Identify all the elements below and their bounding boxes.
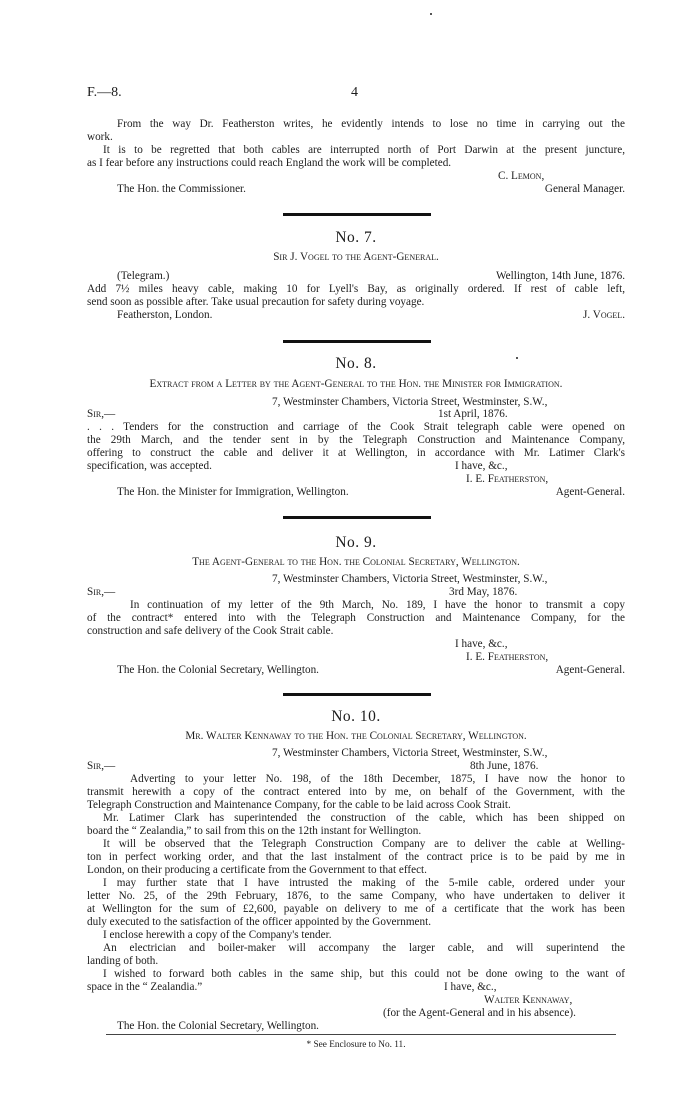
intro-para2-line1: It is to be regretted that both cables are interrupted north of Port Darwin at the present juncture, — [103, 144, 625, 156]
no7-telegram-label: (Telegram.) — [117, 270, 170, 282]
no10-salutation: Sir,— — [87, 760, 116, 772]
no7-heading: No. 7. — [335, 229, 377, 246]
no8-salutation: Sir,— — [87, 408, 116, 420]
no9-heading: No. 9. — [335, 534, 377, 551]
section-divider — [283, 213, 431, 216]
no10-body-line: space in the “ Zealandia.” — [87, 981, 203, 993]
no8-subheading: Extract from a Letter by the Agent-General to the Hon. the Minister for Immigration. — [149, 378, 563, 390]
no10-subheading: Mr. Walter Kennaway to the Hon. the Colonial Secretary, Wellington. — [185, 730, 527, 742]
no10-body-line: board the “ Zealandia,” to sail from this on the 12th instant for Wellington. — [87, 825, 422, 837]
no9-body-line3: construction and safe delivery of the Cook Strait cable. — [87, 625, 334, 637]
no10-body-line: landing of both. — [87, 955, 159, 967]
no9-recipient: The Hon. the Colonial Secretary, Wellington. — [117, 664, 319, 676]
intro-signer-name: C. Lemon, — [498, 170, 545, 182]
no10-recipient: The Hon. the Colonial Secretary, Wellington. — [117, 1020, 319, 1032]
series-code: F.—8. — [87, 85, 122, 100]
no9-signer-name: I. E. Featherston, — [466, 651, 549, 663]
no9-body-line2: of the contract* entered into with the Telegraph Construction and Maintenance Company, for the — [87, 612, 625, 624]
intro-recipient: The Hon. the Commissioner. — [117, 183, 246, 195]
no10-heading: No. 10. — [331, 708, 381, 725]
no7-place-date: Wellington, 14th June, 1876. — [496, 270, 625, 282]
no10-body-line: Adverting to your letter No. 198, of the 18th December, 1875, I have now the honor to — [130, 773, 625, 785]
no10-body-line: I may further state that I have intrusted the making of the 5-mile cable, ordered under your — [103, 877, 625, 889]
no8-recipient: The Hon. the Minister for Immigration, Wellington. — [117, 486, 349, 498]
no8-body-line2: the 29th March, and the tender sent in by the Telegraph Construction and Maintenance Company, — [87, 434, 625, 446]
no8-body-line4: specification, was accepted. — [87, 460, 212, 472]
no8-body-line1: . . . Tenders for the construction and carriage of the Cook Strait telegraph cable were opened on — [87, 421, 625, 433]
no8-signer-title: Agent-General. — [555, 486, 625, 498]
no8-body-line3: offering to construct the cable and deliver it at Wellington, in accordance with Mr. Latimer Clark's — [87, 447, 625, 459]
no9-body-line1: In continuation of my letter of the 9th March, No. 189, I have the honor to transmit a copy — [130, 599, 625, 611]
intro-para1-line1: From the way Dr. Featherston writes, he evidently intends to lose no time in carrying out the — [117, 118, 625, 130]
intro-para2-line2: as I fear before any instructions could reach England the work will be completed. — [87, 157, 452, 169]
no7-signer: J. Vogel. — [583, 309, 625, 321]
no7-body-line2: send soon as possible after. Take usual precaution for safety during voyage. — [87, 296, 425, 308]
no10-date: 8th June, 1876. — [470, 760, 539, 772]
no8-closing: I have, &c., — [455, 460, 508, 472]
no10-body-line: It will be observed that the Telegraph Construction Company are to deliver the cable at Welling- — [103, 838, 625, 850]
no10-body-line: duly executed to the satisfaction of the officer appointed by the Government. — [87, 916, 432, 928]
footnote-rule — [106, 1034, 616, 1035]
no7-subheading: Sir J. Vogel to the Agent-General. — [273, 251, 439, 263]
speck-mark — [430, 13, 432, 15]
section-divider — [283, 516, 431, 519]
intro-signer-title: General Manager. — [544, 183, 625, 195]
no8-heading: No. 8. — [335, 355, 377, 372]
no7-body-line1: Add 7½ miles heavy cable, making 10 for Lyell's Bay, as originally ordered. If rest of cable left, — [87, 283, 625, 295]
no9-date: 3rd May, 1876. — [449, 586, 518, 598]
no8-date: 1st April, 1876. — [438, 408, 508, 420]
no8-signer-name: I. E. Featherston, — [466, 473, 549, 485]
no10-body-line: transmit herewith a copy of the contract entered into by me, on behalf of the Government, with the — [87, 786, 625, 798]
section-divider — [283, 340, 431, 343]
no9-signer-title: Agent-General. — [555, 664, 625, 676]
no10-body-line: letter No. 25, of the 29th February, 1876, to the same Company, who have undertaken to deliver it — [87, 890, 625, 902]
no8-address: 7, Westminster Chambers, Victoria Street, Westminster, S.W., — [272, 396, 548, 408]
no10-body-line: Telegraph Construction and Maintenance Company, for the cable to be laid across Cook Strait. — [87, 799, 511, 811]
no9-salutation: Sir,— — [87, 586, 116, 598]
no9-subheading: The Agent-General to the Hon. the Colonial Secretary, Wellington. — [192, 556, 520, 568]
section-divider — [283, 693, 431, 696]
no10-body-line: Mr. Latimer Clark has superintended the construction of the cable, which has been shipped on — [103, 812, 625, 824]
intro-para1-line2: work. — [87, 131, 113, 143]
no10-signer-name: Walter Kennaway, — [484, 994, 573, 1006]
no10-signer-note: (for the Agent-General and in his absence). — [383, 1007, 576, 1019]
no7-recipient: Featherston, London. — [117, 309, 213, 321]
no10-body-line: I wished to forward both cables in the same ship, but this could not be done owing to the want of — [103, 968, 625, 980]
no10-body-line: at Wellington for the sum of £2,600, payable on delivery to me of a certificate that the work has been — [87, 903, 625, 915]
footnote: * See Enclosure to No. 11. — [306, 1040, 406, 1050]
no9-address: 7, Westminster Chambers, Victoria Street, Westminster, S.W., — [272, 573, 548, 585]
no10-body-line: I enclose herewith a copy of the Company's tender. — [103, 929, 332, 941]
no10-body-line: London, on their producing a certificate from the Government to that effect. — [87, 864, 427, 876]
no10-closing: I have, &c., — [444, 981, 497, 993]
no10-body-line: ton in perfect working order, and that the last instalment of the contract price is to be paid by me in — [87, 851, 625, 863]
page-number: 4 — [351, 85, 358, 100]
no10-address: 7, Westminster Chambers, Victoria Street, Westminster, S.W., — [272, 747, 548, 759]
no10-body-line: An electrician and boiler-maker will accompany the larger cable, and will superintend the — [103, 942, 625, 954]
no9-closing: I have, &c., — [455, 638, 508, 650]
